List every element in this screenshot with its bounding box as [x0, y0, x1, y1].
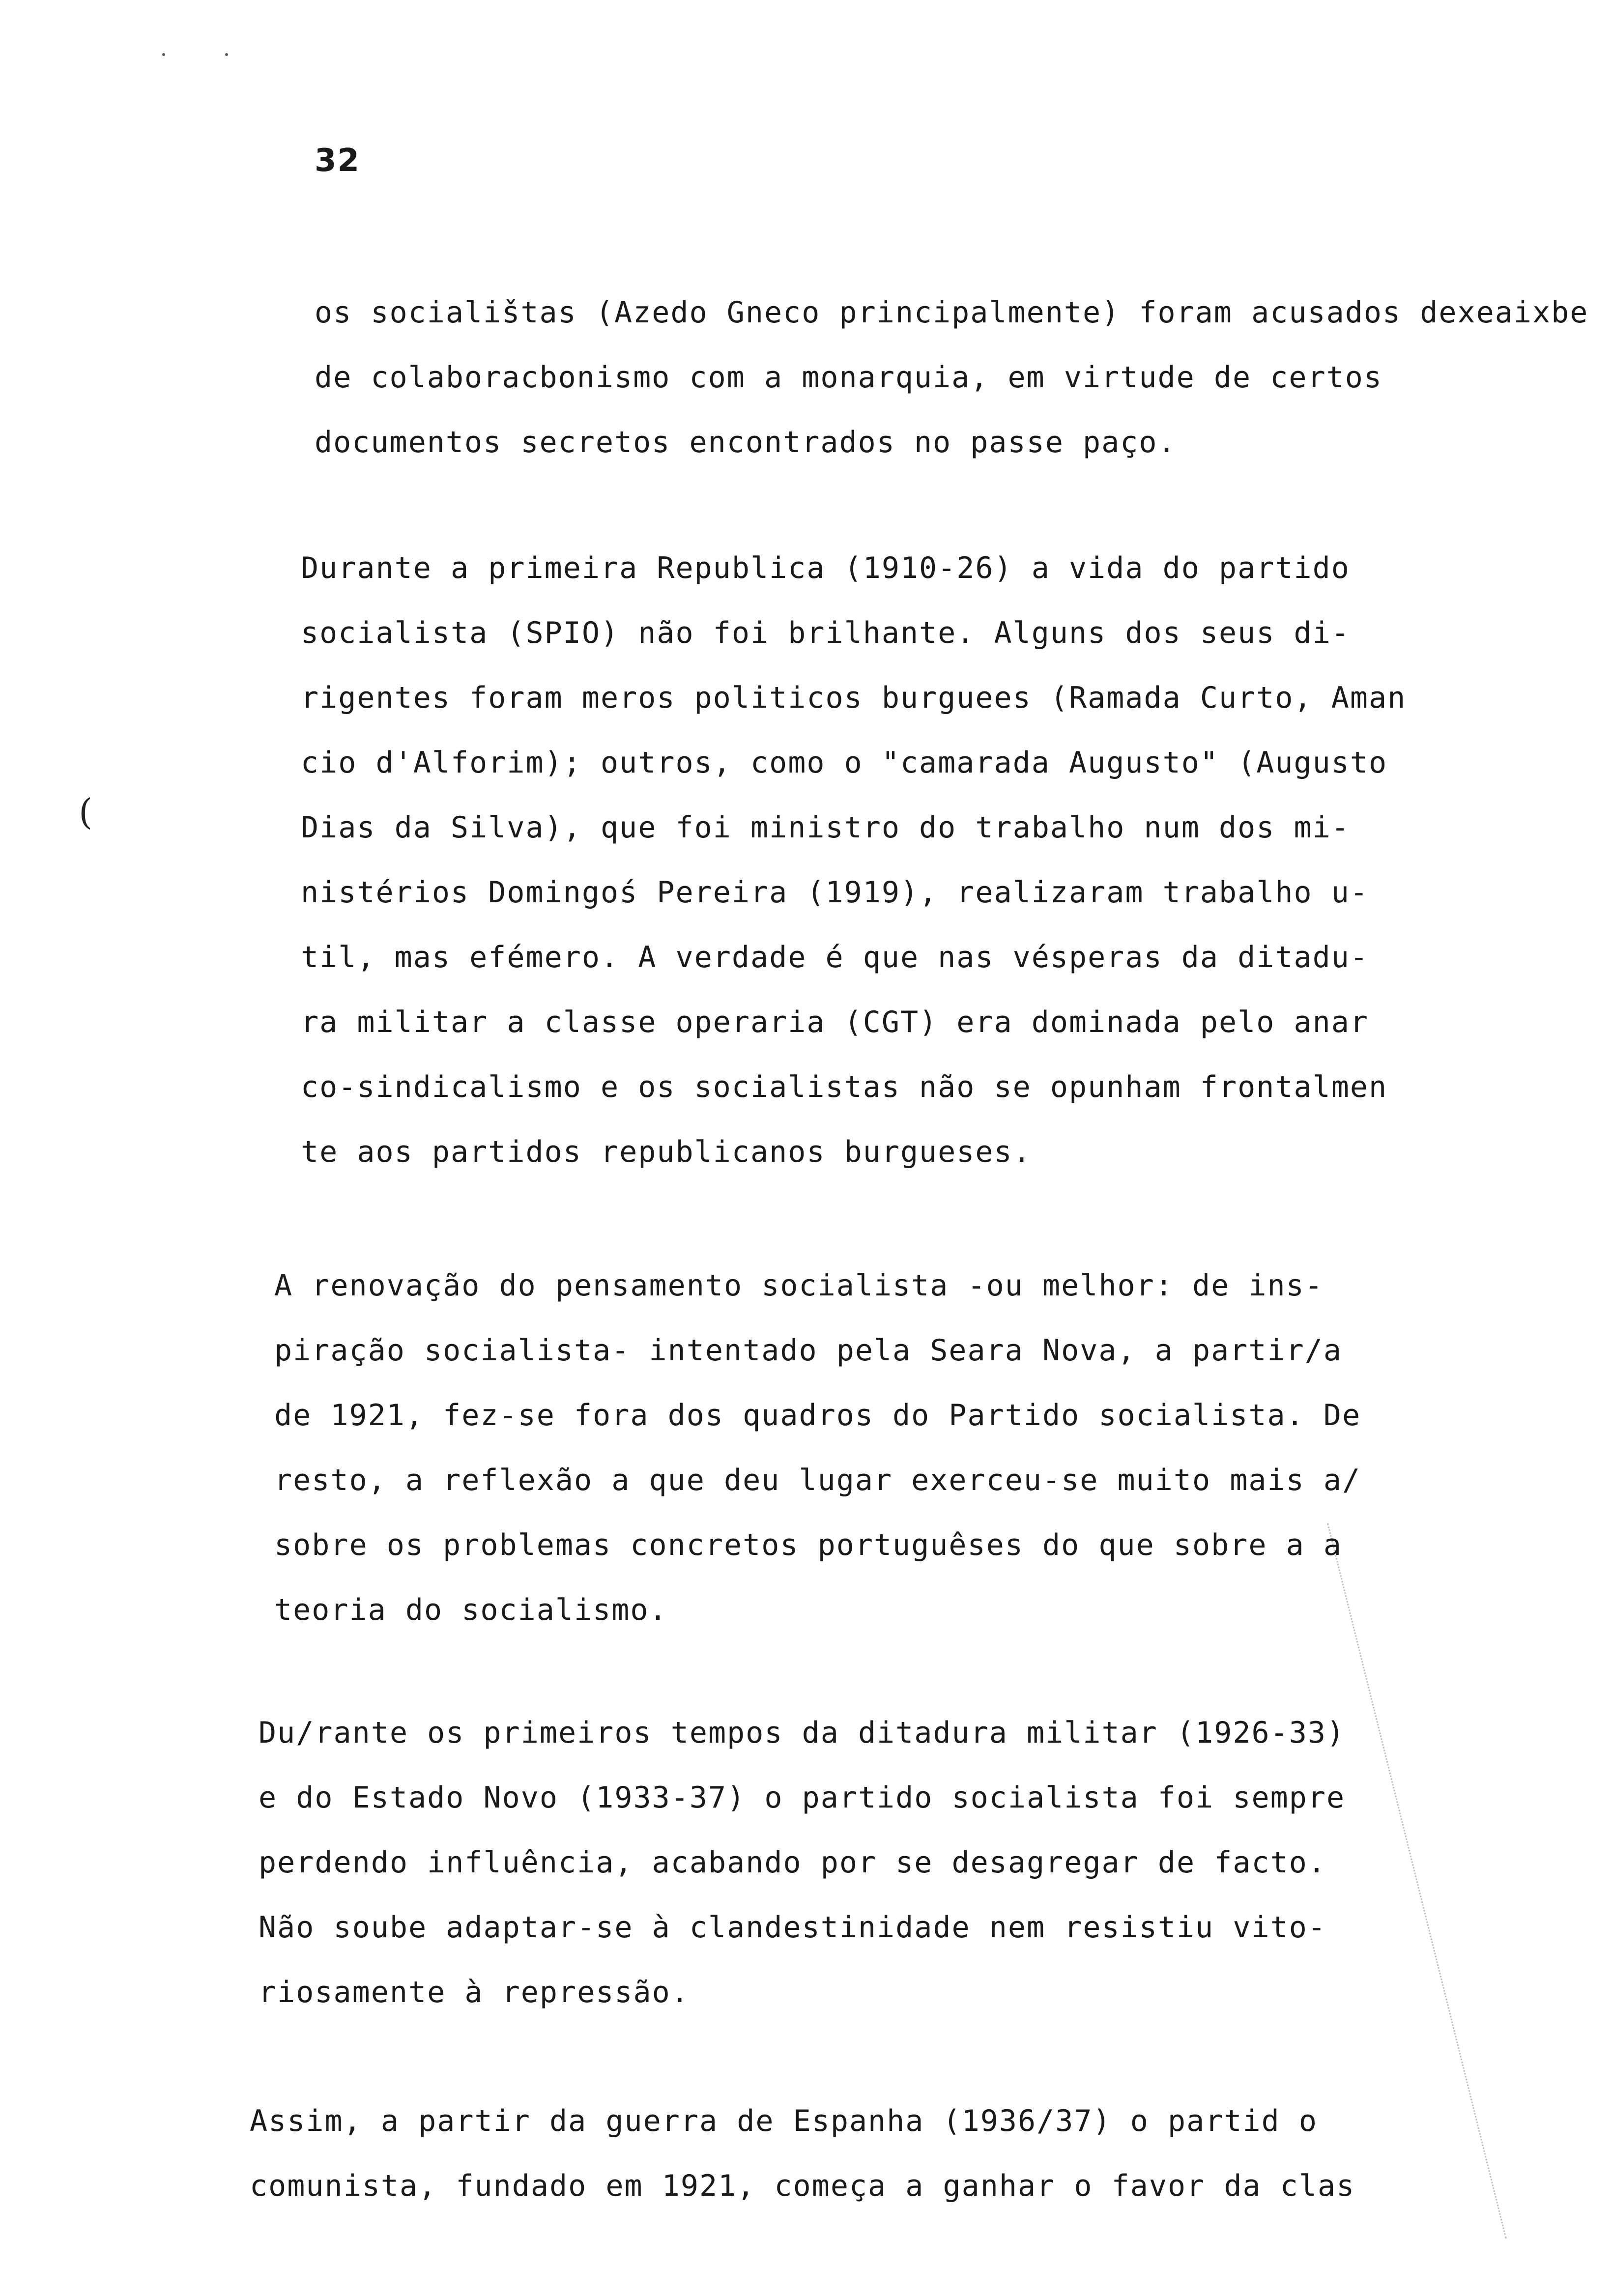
text-line: co-sindicalismo e os socialistas não se opunham frontalmen: [301, 1070, 1388, 1104]
text-line: piração socialista- intentado pela Seara Nova, a partir/a: [274, 1333, 1343, 1368]
text-line: te aos partidos republicanos burgueses.: [301, 1135, 1032, 1169]
text-line: e do Estado Novo (1933-37) o partido socialista foi sempre: [259, 1780, 1346, 1815]
text-line: ra militar a classe operaria (CGT) era dominada pelo anar: [301, 1005, 1369, 1039]
paper-fold-mark: [1327, 1488, 1612, 2239]
text-line: resto, a reflexão a que deu lugar exerceu-se muito mais a/: [274, 1463, 1361, 1497]
text-line: Durante a primeira Republica (1910-26) a vida do partido: [301, 551, 1350, 585]
text-line: rigentes foram meros politicos burguees (Ramada Curto, Aman: [301, 681, 1407, 715]
page-number: 32: [315, 143, 361, 179]
text-line: comunista, fundado em 1921, começa a ganhar o favor da clas: [250, 2169, 1355, 2203]
text-line: teoria do socialismo.: [274, 1593, 668, 1627]
paragraph-2: [301, 536, 1406, 1184]
text-line: socialista (SPIO) não foi brilhante. Alguns dos seus di-: [301, 616, 1350, 650]
text-line: riosamente à repressão.: [259, 1975, 690, 2009]
speck-mark: [225, 53, 228, 56]
text-line: nistérios Domingoś Pereira (1919), realizaram trabalho u-: [301, 875, 1369, 910]
text-line: Assim, a partir da guerra de Espanha (1936/37) o partid o: [250, 2104, 1318, 2138]
text-line: cio d'Alforim); outros, como o "camarada Augusto" (Augusto: [301, 746, 1388, 780]
paragraph-4: [259, 1700, 1345, 2025]
paragraph-5: [250, 2089, 1355, 2218]
margin-parenthesis-mark: (: [79, 791, 94, 832]
speck-mark: [162, 53, 165, 56]
text-line: os socialištas (Azedo Gneco principalmente) foram acusados dexeaixbe: [315, 295, 1589, 330]
text-line: perdendo influência, acabando por se desagregar de facto.: [259, 1845, 1327, 1880]
text-line: A renovação do pensamento socialista -ou melhor: de ins-: [274, 1268, 1324, 1303]
paragraph-3: [274, 1253, 1361, 1642]
text-line: documentos secretos encontrados no passe paço.: [315, 425, 1177, 459]
text-line: til, mas efémero. A verdade é que nas vésperas da ditadu-: [301, 940, 1369, 975]
text-line: de colaboracbonismo com a monarquia, em virtude de certos: [315, 360, 1383, 395]
text-line: de 1921, fez-se fora dos quadros do Partido socialista. De: [274, 1398, 1361, 1433]
text-line: Du/rante os primeiros tempos da ditadura militar (1926-33): [259, 1716, 1346, 1750]
paragraph-1: [315, 280, 1588, 475]
text-line: Dias da Silva), que foi ministro do trabalho num dos mi-: [301, 810, 1350, 845]
text-line: Não soube adaptar-se à clandestinidade nem resistiu vito-: [259, 1910, 1327, 1945]
text-line: sobre os problemas concretos portuguêses do que sobre a a: [274, 1528, 1343, 1562]
